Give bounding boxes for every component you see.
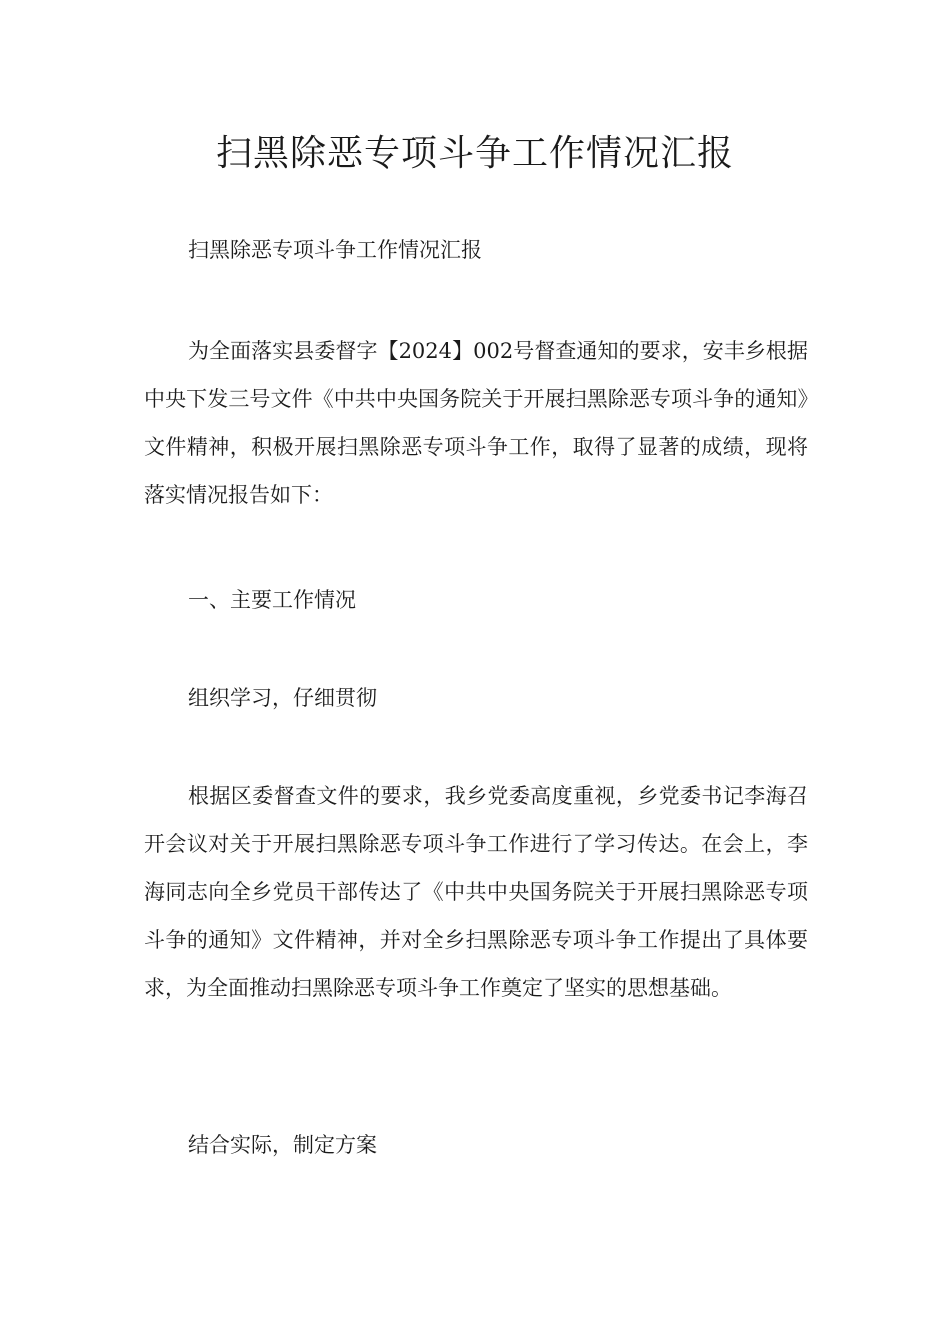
paragraph-subtitle: 扫黑除恶专项斗争工作情况汇报 — [188, 238, 482, 262]
subheading-organize-study: 组织学习，仔细贯彻 — [188, 686, 377, 710]
paragraph-intro: 为全面落实县委督字【2024】002号督查通知的要求，安丰乡根据中央下发三号文件《中共中央国务院关于开展扫黑除恶专项斗争的通知》文件精神，积极开展扫黑除恶专项斗争工作，取得了显著的成绩，现将落实情况报告如下： — [144, 339, 808, 507]
paragraph-study-details: 根据区委督查文件的要求，我乡党委高度重视，乡党委书记李海召开会议对关于开展扫黑除恶专项斗争工作进行了学习传达。在会上，李海同志向全乡党员干部传达了《中共中央国务院关于开展扫黑除恶专项斗争的通知》文件精神，并对全乡扫黑除恶专项斗争工作提出了具体要求，为全面推动扫黑除恶专项斗争工作奠定了坚实的思想基础。 — [144, 784, 808, 1000]
document-title: 扫黑除恶专项斗争工作情况汇报 — [215, 133, 734, 174]
subheading-make-plan: 结合实际，制定方案 — [188, 1133, 377, 1157]
section-heading-main-work: 一、主要工作情况 — [188, 588, 356, 612]
